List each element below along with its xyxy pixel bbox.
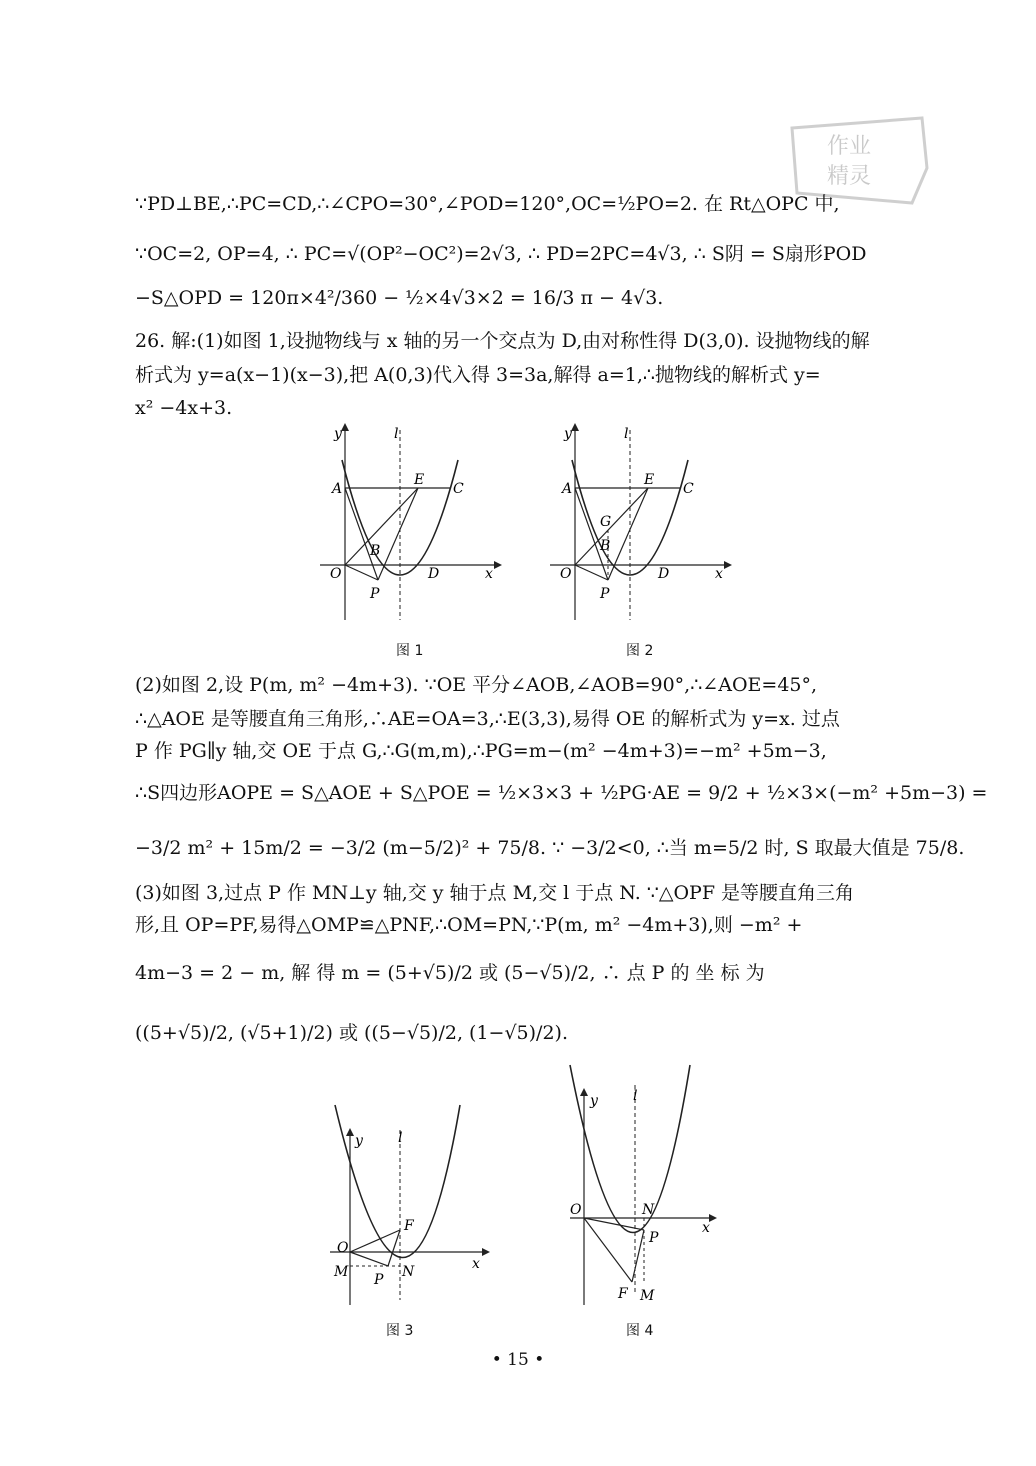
fig1-label-l: l [394,426,399,442]
fig2-label-D: D [658,566,670,582]
fig4-label-x: x [702,1220,710,1236]
fig4-label-N: N [642,1202,655,1218]
figure-2 [540,420,740,620]
text-line-12: (3)如图 3,过点 P 作 MN⊥y 轴,交 y 轴于点 M,交 l 于点 N. ∵△OPF 是等腰直角三角 [135,882,855,904]
fig4-label-l: l [633,1088,638,1104]
fig1-label-A: A [332,481,343,497]
page-number: • 15 • [491,1350,545,1370]
fig1-label-y: y [334,426,342,442]
fig2-caption: 图 2 [626,643,654,659]
fig1-label-C: C [453,481,464,497]
text-line-2: ∵OC=2, OP=4, ∴ PC=√(OP²−OC²)=2√3, ∴ PD=2PC=4√3, ∴ S阴 = S扇形POD [135,243,867,265]
fig3-label-F: F [404,1218,414,1234]
fig3-label-P: P [374,1272,384,1288]
fig4-label-M: M [640,1288,655,1304]
fig4-label-P: P [649,1230,659,1246]
fig4-label-F: F [618,1286,628,1302]
fig4-label-y: y [590,1093,598,1109]
fig1-label-B: B [370,543,381,559]
text-line-8: ∴△AOE 是等腰直角三角形,∴AE=OA=3,∴E(3,3),易得 OE 的解析式为 y=x. 过点 [135,708,840,730]
fig2-label-C: C [683,481,694,497]
text-line-11: −3/2 m² + 15m/2 = −3/2 (m−5/2)² + 75/8. ∵ −3/2<0, ∴当 m=5/2 时, S 取最大值是 75/8. [135,837,965,859]
figure-4 [560,1060,725,1305]
fig4-label-O: O [570,1202,582,1218]
fig1-label-x: x [485,566,493,582]
fig3-label-N: N [402,1264,415,1280]
text-line-6: x² −4x+3. [135,397,233,419]
fig2-label-x: x [715,566,723,582]
fig2-label-A: A [562,481,573,497]
fig3-caption: 图 3 [386,1323,414,1339]
fig1-label-O: O [330,566,342,582]
fig2-label-y: y [564,426,572,442]
fig4-caption: 图 4 [626,1323,654,1339]
fig1-caption: 图 1 [396,643,424,659]
fig2-label-E: E [644,472,655,488]
text-line-1: ∵PD⊥BE,∴PC=CD,∴∠CPO=30°,∠POD=120°,OC=½PO=2. 在 Rt△OPC 中, [135,193,840,215]
text-line-15: ((5+√5)/2, (√5+1)/2) 或 ((5−√5)/2, (1−√5)/2). [135,1022,569,1044]
fig3-label-M: M [334,1264,349,1280]
figure-1 [310,420,510,620]
text-line-9: P 作 PG∥y 轴,交 OE 于点 G,∴G(m,m),∴PG=m−(m² −4m+3)=−m² +5m−3, [135,740,827,762]
fig1-label-D: D [428,566,440,582]
fig1-label-E: E [414,472,425,488]
text-line-4: 26. 解:(1)如图 1,设抛物线与 x 轴的另一个交点为 D,由对称性得 D(3,0). 设抛物线的解 [135,330,870,352]
fig3-label-O: O [337,1240,349,1256]
text-line-10: ∴S四边形AOPE = S△AOE + S△POE = ½×3×3 + ½PG·AE = 9/2 + ½×3×(−m² +5m−3) = [135,782,988,804]
fig2-label-P: P [600,586,610,602]
text-line-5: 析式为 y=a(x−1)(x−3),把 A(0,3)代入得 3=3a,解得 a=1,∴抛物线的解析式 y= [135,364,821,386]
fig2-label-B: B [600,538,611,554]
text-line-7: (2)如图 2,设 P(m, m² −4m+3). ∵OE 平分∠AOB,∠AOB=90°,∴∠AOE=45°, [135,674,818,696]
stamp-text-2: 精灵 [827,164,872,189]
text-line-13: 形,且 OP=PF,易得△OMP≌△PNF,∴OM=PN,∵P(m, m² −4m+3),则 −m² + [135,914,803,936]
fig3-label-y: y [355,1133,363,1149]
fig3-label-x: x [472,1256,480,1272]
fig3-label-l: l [398,1130,403,1146]
fig2-label-O: O [560,566,572,582]
figure-3 [320,1100,495,1305]
fig1-label-P: P [370,586,380,602]
fig2-label-G: G [600,514,612,530]
stamp-text-1: 作业 [827,134,872,159]
fig2-label-l: l [624,426,629,442]
text-line-3: −S△OPD = 120π×4²/360 − ½×4√3×2 = 16/3 π − 4√3. [135,287,664,309]
text-line-14: 4m−3 = 2 − m, 解 得 m = (5+√5)/2 或 (5−√5)/2, ∴ 点 P 的 坐 标 为 [135,962,765,984]
